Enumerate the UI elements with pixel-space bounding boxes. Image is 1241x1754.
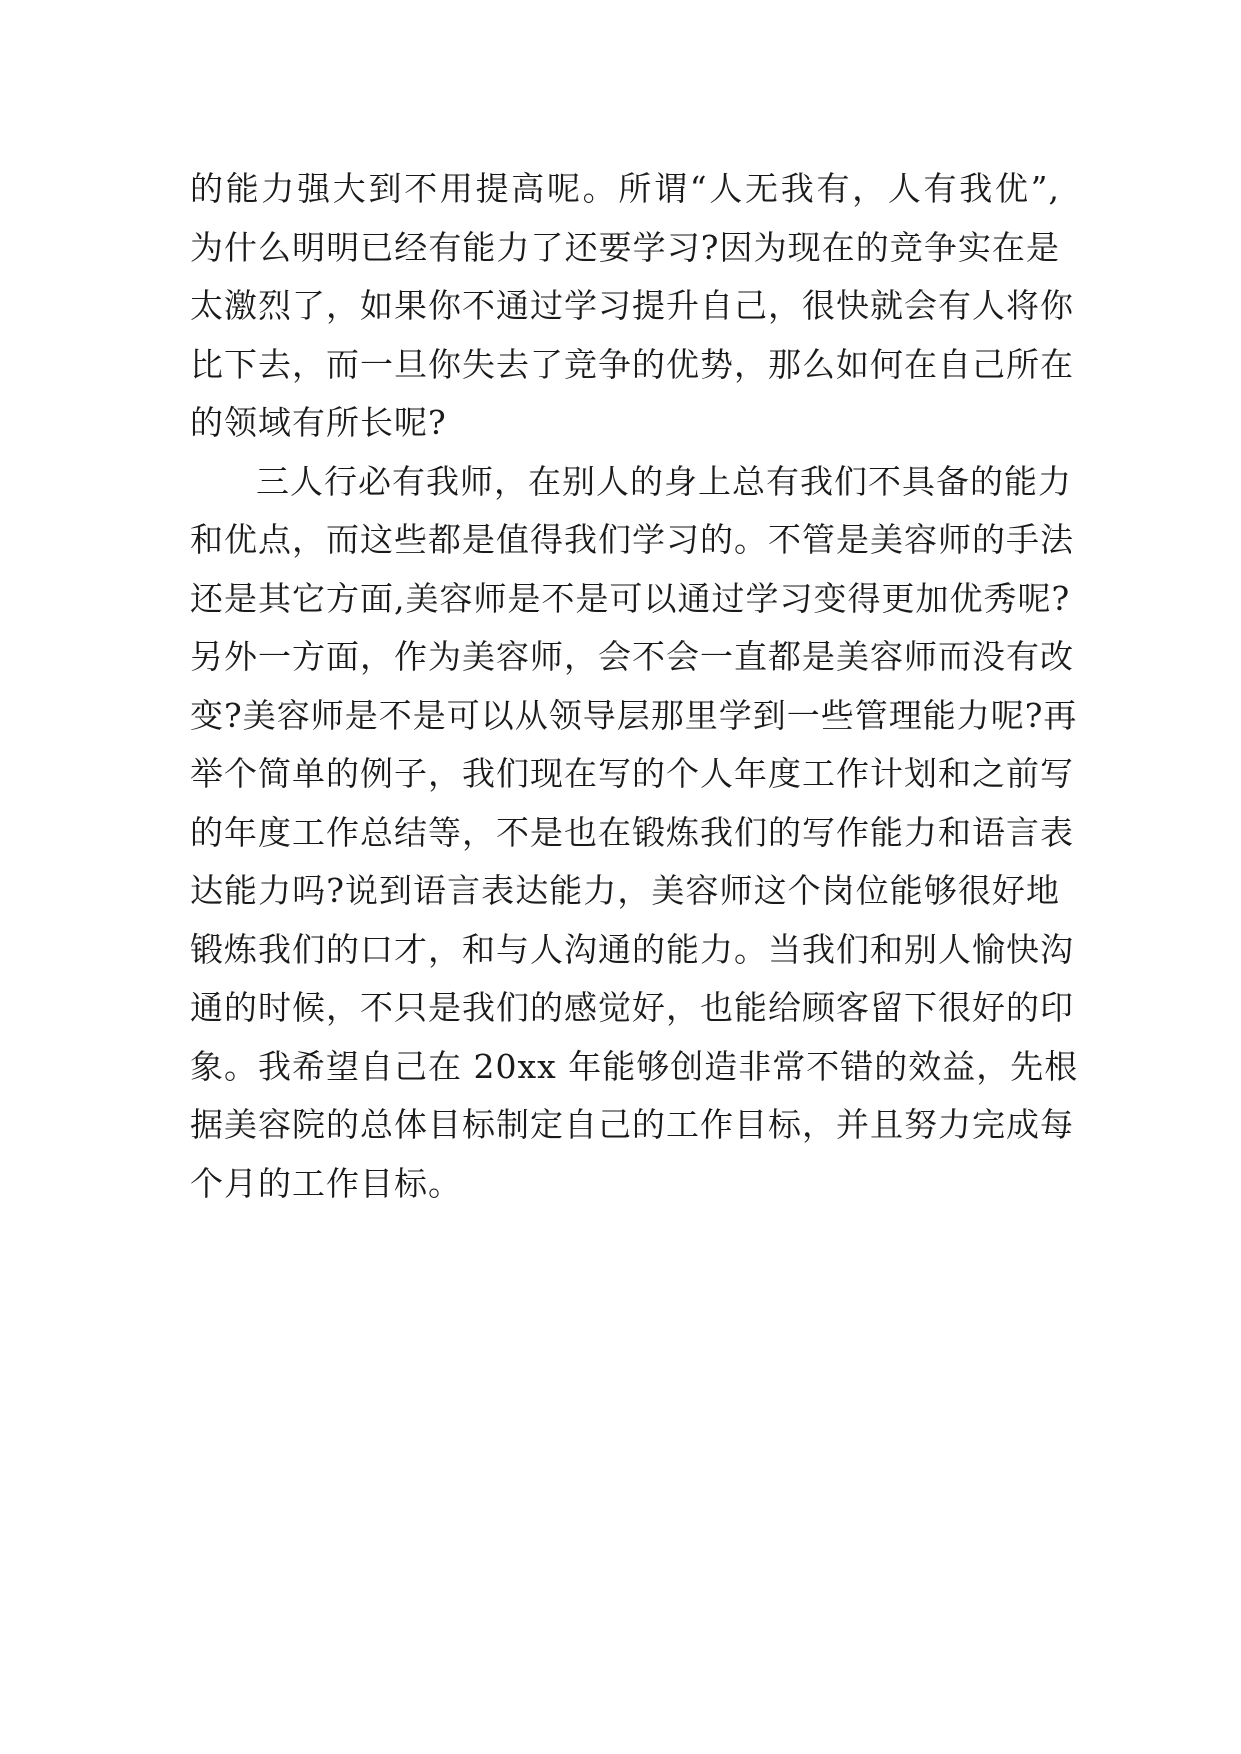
text-line: 达能力吗?说到语言表达能力，美容师这个岗位能够很好地 xyxy=(190,871,1060,910)
text-line: 太激烈了，如果你不通过学习提升自己，很快就会有人将你 xyxy=(190,286,1074,325)
text-line: 的年度工作总结等，不是也在锻炼我们的写作能力和语言表 xyxy=(190,812,1074,852)
text-line: 通的时候，不只是我们的感觉好，也能给顾客留下很好的印 xyxy=(190,988,1074,1027)
text-line: 三人行必有我师，在别人的身上总有我们不具备的能力 xyxy=(256,461,1072,501)
text-line: 据美容院的总体目标制定自己的工作目标，并且努力完成每 xyxy=(190,1105,1074,1144)
paragraph-2 xyxy=(190,453,1079,1214)
text-line: 和优点，而这些都是值得我们学习的。不管是美容师的手法 xyxy=(190,520,1074,559)
text-line: 变?美容师是不是可以从领导层那里学到一些管理能力呢?再 xyxy=(190,695,1078,735)
text-line: 的领域有所长呢? xyxy=(190,403,447,442)
text-line: 还是其它方面,美容师是不是可以通过学习变得更加优秀呢? xyxy=(190,578,1071,618)
text-line: 另外一方面，作为美容师，会不会一直都是美容师而没有改 xyxy=(190,637,1074,676)
text-line: 举个简单的例子，我们现在写的个人年度工作计划和之前写 xyxy=(190,754,1074,793)
text-line: 为什么明明已经有能力了还要学习?因为现在的竞争实在是 xyxy=(190,227,1060,267)
text-line: 象。我希望自己在 20xx 年能够创造非常不错的效益，先根 xyxy=(190,1046,1079,1086)
document-body xyxy=(190,160,1079,1213)
text-line: 比下去，而一旦你失去了竞争的优势，那么如何在自己所在 xyxy=(190,344,1074,384)
text-line: 锻炼我们的口才，和与人沟通的能力。当我们和别人愉快沟 xyxy=(190,929,1074,969)
text-line: 个月的工作目标。 xyxy=(190,1163,462,1203)
paragraph-1 xyxy=(190,160,1074,453)
text-line: 的能力强大到不用提高呢。所谓“人无我有，人有我优”, xyxy=(190,169,1060,208)
